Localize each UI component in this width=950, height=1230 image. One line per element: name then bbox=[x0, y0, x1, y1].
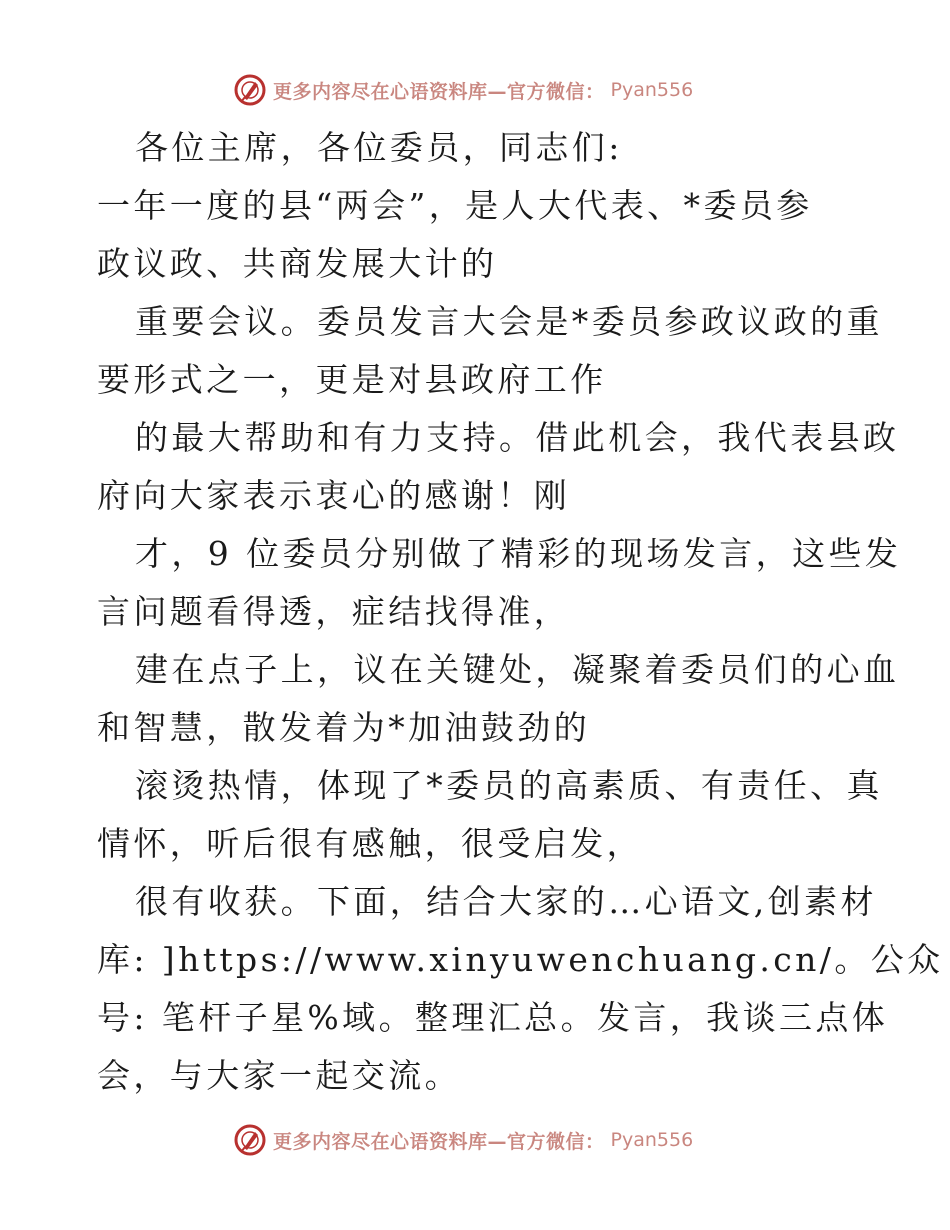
footer-banner bbox=[233, 1123, 693, 1157]
text-line: 会，与大家一起交流。 bbox=[97, 1056, 461, 1095]
text-line: 很有收获。下面，结合大家的…心语文,创素材 bbox=[135, 882, 877, 921]
text-line: 政议政、共商发展大计的 bbox=[97, 244, 498, 283]
text-line: 才，9 位委员分别做了精彩的现场发言，这些发 bbox=[135, 534, 902, 573]
text-line: 府向大家表示衷心的感谢！刚 bbox=[97, 476, 571, 515]
text-line: 要形式之一，更是对县政府工作 bbox=[97, 360, 607, 399]
text-line: 库: ]https://www.xinyuwenchuang.cn/。公众 bbox=[97, 940, 944, 979]
header-banner bbox=[233, 73, 693, 107]
text-line: 情怀，听后很有感触，很受启发， bbox=[97, 824, 643, 863]
text-line: 的最大帮助和有力支持。借此机会，我代表县政 bbox=[135, 418, 900, 457]
text-line: 言问题看得透，症结找得准， bbox=[97, 592, 571, 631]
banner-wechat-id: Pyan556 bbox=[610, 1129, 694, 1151]
text-line: 号: 笔杆子星%域。整理汇总。发言，我谈三点体 bbox=[97, 998, 889, 1037]
banner-wechat-id: Pyan556 bbox=[610, 79, 694, 101]
text-line: 一年一度的县“两会”，是人大代表、*委员参 bbox=[97, 186, 813, 225]
banner-text: 更多内容尽在心语资料库—官方微信： bbox=[273, 1130, 605, 1153]
text-line: 滚烫热情，体现了*委员的高素质、有责任、真 bbox=[135, 766, 883, 805]
text-line: 和智慧，散发着为*加油鼓劲的 bbox=[97, 708, 591, 747]
text-line: 各位主席，各位委员，同志们: bbox=[135, 128, 623, 167]
text-line: 重要会议。委员发言大会是*委员参政议政的重 bbox=[135, 302, 883, 341]
pen-nib-logo-icon bbox=[233, 73, 267, 107]
pen-nib-logo-icon bbox=[233, 1123, 267, 1157]
banner-text: 更多内容尽在心语资料库—官方微信： bbox=[273, 80, 605, 103]
text-line: 建在点子上，议在关键处，凝聚着委员们的心血 bbox=[135, 650, 900, 689]
